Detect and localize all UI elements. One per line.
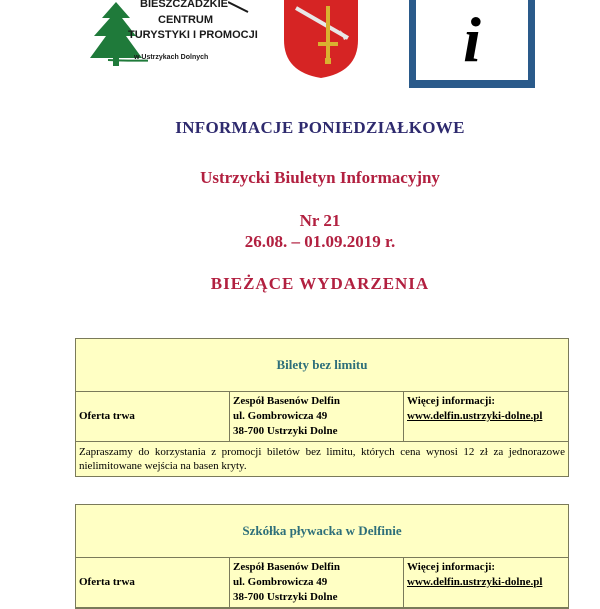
place-line: Zespół Basenów Delfin: [233, 395, 340, 407]
event-description: Zapraszamy do korzystania z promocji biletów bez limitu, których cena wynosi 12 zł za jednorazowe nielimitowane wejścia na basen kryty.: [76, 442, 568, 476]
event-more-info: [404, 392, 568, 441]
more-info-link[interactable]: www.delfin.ustrzyki-dolne.pl: [407, 410, 543, 422]
place-line: ul. Gombrowicza 49: [233, 410, 328, 422]
event-when: Oferta trwa: [76, 558, 230, 607]
logo-swoosh-icon: [228, 0, 258, 14]
issue-number: Nr 21: [299, 211, 341, 230]
section-heading: BIEŻĄCE WYDARZENIA: [210, 274, 430, 293]
date-range: 26.08. – 01.09.2019 r.: [244, 232, 396, 251]
event-place: [230, 392, 404, 441]
event-box: [75, 338, 569, 477]
more-info-link[interactable]: www.delfin.ustrzyki-dolne.pl: [407, 576, 543, 588]
bctip-logo: [88, 0, 258, 72]
logo-line-1: BIESZCZADZKIE: [140, 0, 228, 10]
event-details-row: [76, 392, 568, 442]
logo-line-2: CENTRUM: [158, 14, 213, 26]
place-line: ul. Gombrowicza 49: [233, 576, 328, 588]
place-line: 38-700 Ustrzyki Dolne: [233, 591, 338, 603]
more-info-label: Więcej informacji:: [407, 561, 496, 573]
logo-line-4: w Ustrzykach Dolnych: [134, 54, 209, 61]
place-line: 38-700 Ustrzyki Dolne: [233, 425, 338, 437]
bulletin-name: Ustrzycki Biuletyn Informacyjny: [200, 168, 440, 187]
logo-line-3: TURYSTYKI I PROMOCJI: [128, 29, 258, 41]
place-line: Zespół Basenów Delfin: [233, 561, 340, 573]
more-info-label: Więcej informacji:: [407, 395, 496, 407]
event-details-row: [76, 558, 568, 608]
event-title: Bilety bez limitu: [76, 339, 568, 392]
page-title: INFORMACJE PONIEDZIAŁKOWE: [175, 118, 465, 137]
event-when: Oferta trwa: [76, 392, 230, 441]
coat-of-arms-icon: [282, 0, 360, 78]
info-letter: i: [463, 4, 481, 75]
event-box: [75, 504, 569, 609]
event-title: Szkółka pływacka w Delfinie: [76, 505, 568, 558]
